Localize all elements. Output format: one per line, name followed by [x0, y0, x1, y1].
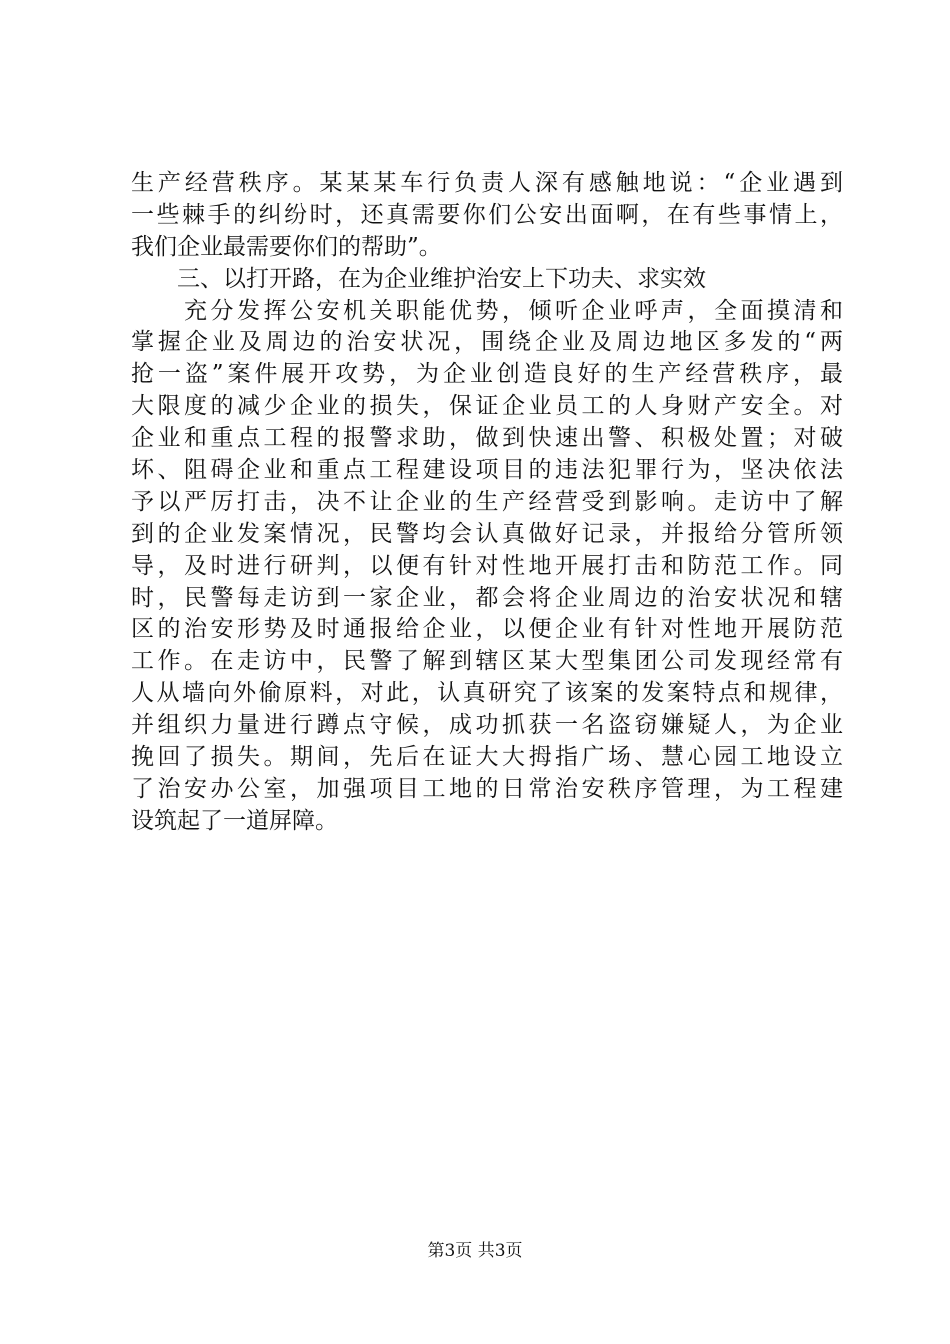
section-heading: 三、以打开路，在为企业维护治安上下功夫、求实效 [131, 265, 706, 292]
text-line: 时，民警每走访到一家企业，都会将企业周边的治安状况和辖 [131, 584, 843, 611]
text-line: 区的治安形势及时通报给企业，以便企业有针对性地开展防范 [131, 616, 843, 643]
text-line: 予以严厉打击，决不让企业的生产经营受到影响。走访中了解 [131, 488, 843, 515]
text-line: 充分发挥公安机关职能优势，倾听企业呼声，全面摸清和 [131, 297, 843, 324]
text-line: 并组织力量进行蹲点守候，成功抓获一名盗窃嫌疑人，为企业 [131, 712, 843, 739]
text-line: 了治安办公室，加强项目工地的日常治安秩序管理，为工程建 [131, 775, 843, 802]
body-text [131, 168, 843, 838]
page-number-footer: 第3页 共3页 [427, 1241, 523, 1261]
text-line: 到的企业发案情况，民警均会认真做好记录，并报给分管所领 [131, 520, 843, 547]
text-line: 我们企业最需要你们的帮助”。 [131, 233, 442, 260]
text-line: 人从墙向外偷原料，对此，认真研究了该案的发案特点和规律， [131, 680, 843, 707]
text-line: 一些棘手的纠纷时，还真需要你们公安出面啊，在有些事情上， [131, 201, 843, 228]
text-line: 生产经营秩序。某某某车行负责人深有感触地说：“企业遇到 [131, 170, 843, 196]
text-line: 坏、阻碍企业和重点工程建设项目的违法犯罪行为，坚决依法 [131, 457, 843, 484]
text-line: 企业和重点工程的报警求助，做到快速出警、积极处置；对破 [131, 425, 843, 452]
text-line: 掌握企业及周边的治安状况，围绕企业及周边地区多发的“两 [131, 329, 843, 356]
text-line: 抢一盗”案件展开攻势，为企业创造良好的生产经营秩序，最 [131, 361, 843, 388]
text-line: 设筑起了一道屏障。 [131, 807, 338, 834]
text-line: 工作。在走访中，民警了解到辖区某大型集团公司发现经常有 [131, 648, 843, 675]
text-line: 挽回了损失。期间，先后在证大大拇指广场、慧心园工地设立 [131, 744, 843, 771]
text-line: 导，及时进行研判，以便有针对性地开展打击和防范工作。同 [131, 552, 843, 579]
text-line: 大限度的减少企业的损失，保证企业员工的人身财产安全。对 [131, 393, 843, 420]
